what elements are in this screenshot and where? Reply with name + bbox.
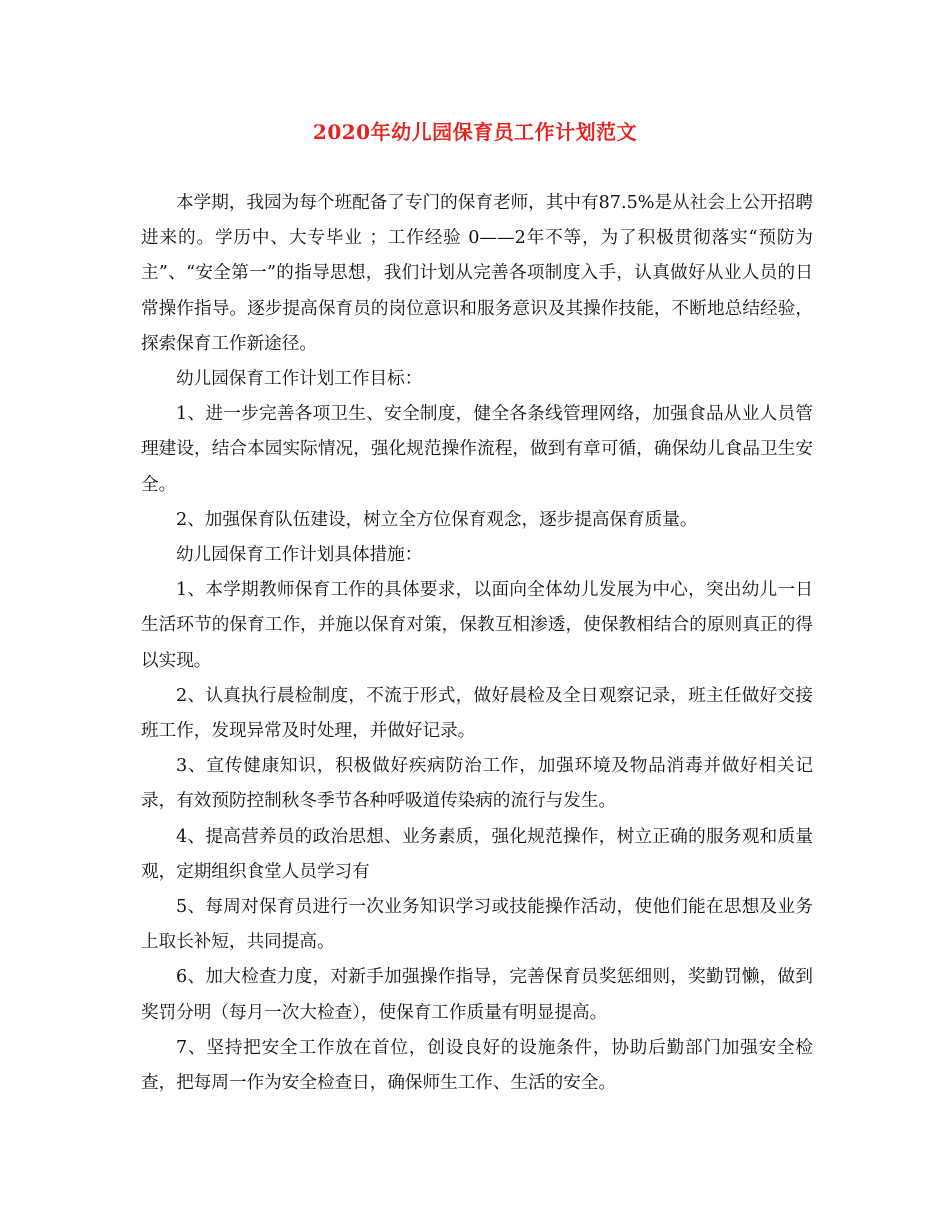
heading-measures: 幼儿园保育工作计划具体措施： — [176, 545, 423, 566]
paragraph-intro: 本学期，我园为每个班配备了专门的保育老师，其中有87.5%是从社会上公开招聘进来的。学历中、大专毕业 ；工作经验 0——2年不等，为了积极贯彻落实“预防为主”、“安全第一”的指导思想，我们计划从完善各项制度入手，认真做好从业人员的日常操作指导。逐步提高保育员的岗位意识和服务意识及其操作技能，不断地总结经验，探索保育工作新途径。 — [141, 193, 813, 354]
goal-item-1: 1、进一步完善各项卫生、安全制度，健全各条线管理网络，加强食品从业人员管理建设，结合本园实际情况，强化规范操作流程，做到有章可循，确保幼儿食品卫生安全。 — [141, 404, 813, 495]
measure-item-4: 4、提高营养员的政治思想、业务素质，强化规范操作，树立正确的服务观和质量观，定期组织食堂人员学习有 — [141, 826, 813, 882]
measure-item-6: 6、加大检查力度，对新手加强操作指导，完善保育员奖惩细则，奖勤罚懒，做到奖罚分明（每月一次大检查），使保育工作质量有明显提高。 — [141, 967, 813, 1023]
measure-item-2: 2、认真执行晨检制度，不流于形式，做好晨检及全日观察记录，班主任做好交接班工作，发现异常及时处理，并做好记录。 — [141, 685, 813, 742]
document-body — [141, 186, 813, 1101]
document-title: 2020年幼儿园保育员工作计划范文 — [312, 120, 638, 144]
goal-item-2: 2、加强保育队伍建设，树立全方位保育观念，逐步提高保育质量。 — [176, 509, 698, 530]
measure-item-7: 7、坚持把安全工作放在首位，创设良好的设施条件，协助后勤部门加强安全检查，把每周一作为安全检查日，确保师生工作、生活的安全。 — [141, 1037, 813, 1094]
measure-item-3: 3、宣传健康知识，积极做好疾病防治工作，加强环境及物品消毒并做好相关记录，有效预防控制秋冬季节各种呼吸道传染病的流行与发生。 — [141, 756, 813, 812]
heading-goals: 幼儿园保育工作计划工作目标： — [176, 369, 423, 390]
measure-item-5: 5、每周对保育员进行一次业务知识学习或技能操作活动，使他们能在思想及业务上取长补短，共同提高。 — [141, 897, 813, 953]
measure-item-1: 1、本学期教师保育工作的具体要求，以面向全体幼儿发展为中心，突出幼儿一日生活环节的保育工作，并施以保育对策，保教互相渗透，使保教相结合的原则真正的得以实现。 — [141, 580, 813, 671]
